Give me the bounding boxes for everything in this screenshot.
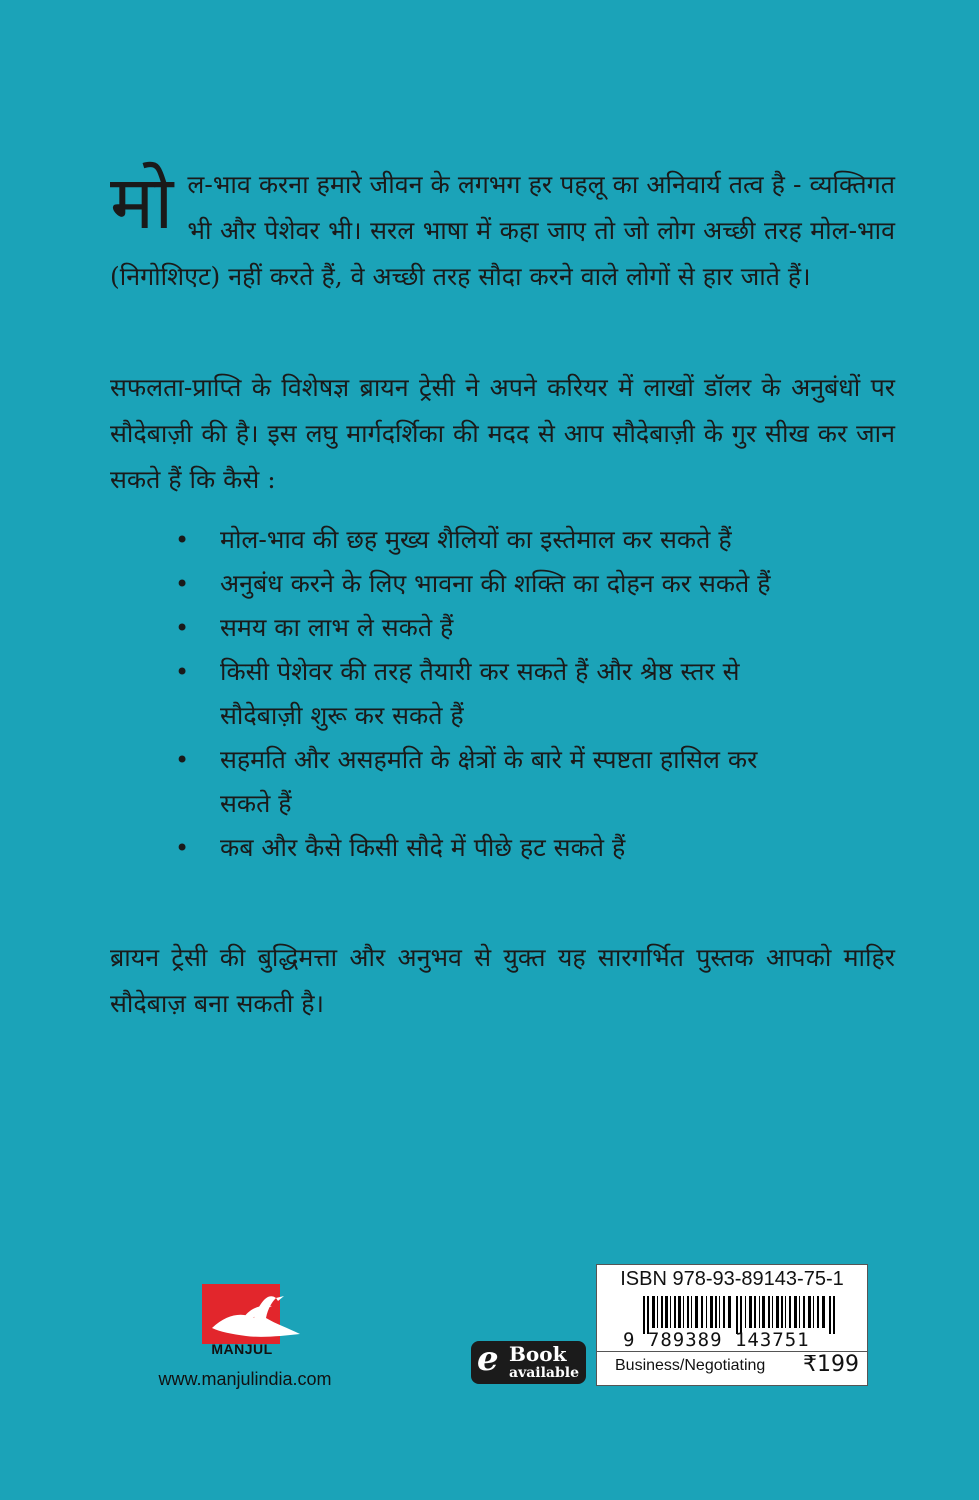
ebook-word: Book	[509, 1342, 567, 1366]
list-item: • समय का लाभ ले सकते हैं	[175, 606, 785, 650]
price-label: ₹199	[803, 1352, 859, 1377]
ebook-badge	[471, 1341, 586, 1384]
intro-paragraph	[110, 162, 895, 300]
barcode-digits: 9 789389 143751	[623, 1329, 810, 1351]
description-paragraph: सफलता-प्राप्ति के विशेषज्ञ ब्रायन ट्रेसी ने अपने करियर में लाखों डॉलर के अनुबंधों पर सौदेबाज़ी की है। इस लघु मार्गदर्शिका की मदद से आप सौदेबाज़ी के गुर सीख कर जान सकते हैं कि कैसे :	[110, 373, 895, 494]
publisher-url: www.manjulindia.com	[158, 1369, 332, 1389]
category-label: Business/Negotiating	[615, 1357, 766, 1374]
ebook-e: e	[477, 1339, 499, 1379]
list-item: • अनुबंध करने के लिए भावना की शक्ति का दोहन कर सकते हैं	[175, 562, 785, 606]
intro-text: ल-भाव करना हमारे जीवन के लगभग हर पहलू का अनिवार्य तत्व है - व्यक्तिगत भी और पेशेवर भी। सरल भाषा में कहा जाए तो जो लोग अच्छी तरह मोल-भाव (निगोशिएट) नहीं करते हैं, वे अच्छी तरह सौदा करने वाले लोगों से हार जाते हैं।	[110, 170, 895, 291]
benefits-list	[175, 518, 785, 870]
isbn-barcode-box	[596, 1264, 868, 1386]
isbn-label: ISBN 978-93-89143-75-1	[620, 1268, 844, 1290]
closing-paragraph: ब्रायन ट्रेसी की बुद्धिमत्ता और अनुभव से युक्त यह सारगर्भित पुस्तक आपको माहिर सौदेबाज़ बना सकती है।	[110, 943, 895, 1018]
ebook-available: available	[509, 1365, 579, 1381]
publisher-name: MANJUL	[211, 1341, 273, 1357]
list-item: • किसी पेशेवर की तरह तैयारी कर सकते हैं और श्रेष्ठ स्तर से सौदेबाज़ी शुरू कर सकते हैं	[175, 650, 785, 738]
list-item: • मोल-भाव की छह मुख्य शैलियों का इस्तेमाल कर सकते हैं	[175, 518, 785, 562]
drop-cap: मो	[110, 160, 174, 246]
logo-badge	[202, 1284, 280, 1344]
list-item: • सहमति और असहमति के क्षेत्रों के बारे में स्पष्टता हासिल कर सकते हैं	[175, 738, 785, 826]
list-item: • कब और कैसे किसी सौदे में पीछे हट सकते हैं	[175, 826, 785, 870]
